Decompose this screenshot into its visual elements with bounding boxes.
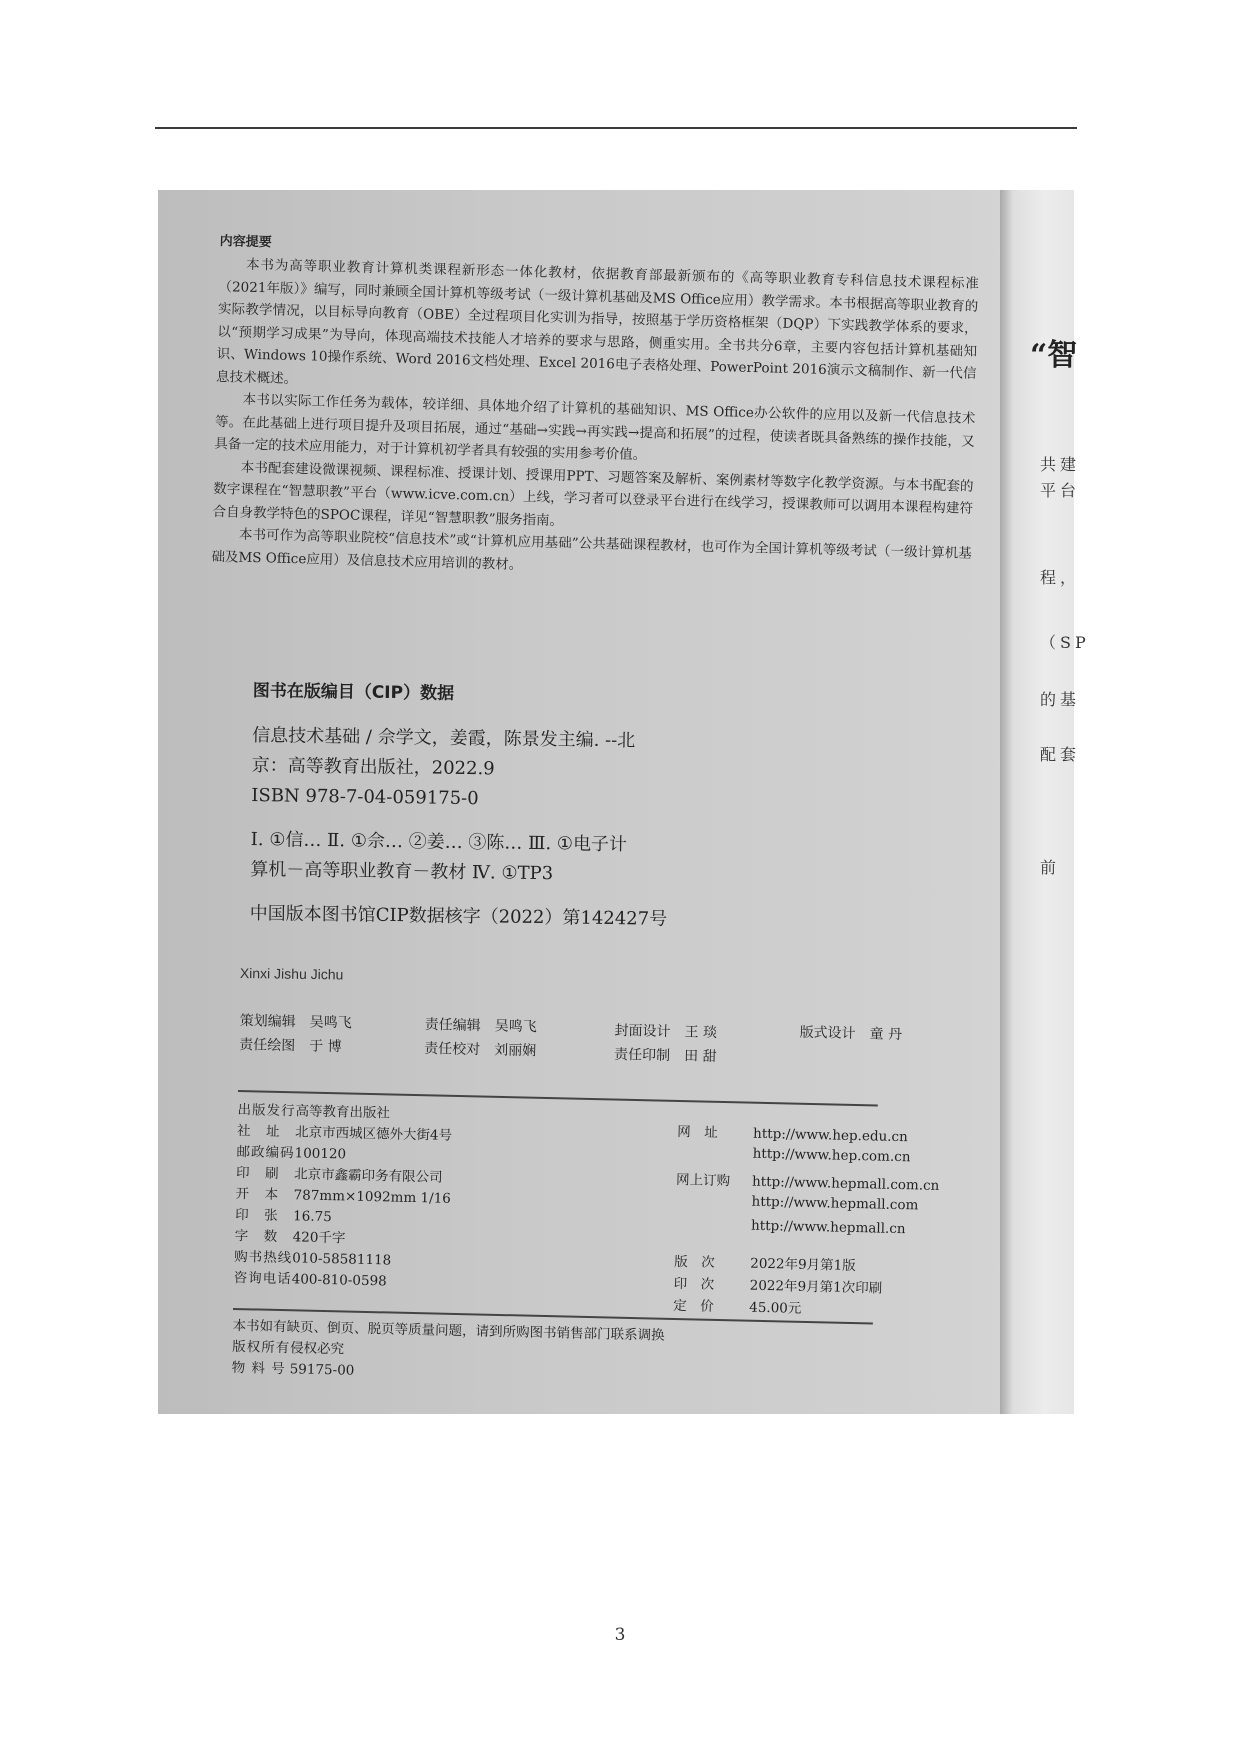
credit-cover-design: 封面设计 王 琰 — [614, 1022, 718, 1041]
credit-printing: 责任印制 田 甜 — [613, 1046, 717, 1065]
pub-hotline: 购书热线010-58581118 — [234, 1248, 392, 1269]
pub-publisher: 出版发行高等教育出版社 — [237, 1101, 391, 1122]
credit-planning-editor: 策划编辑 吴鸣飞 — [239, 1012, 352, 1032]
pub-order-2: http://www.hepmall.com — [751, 1193, 919, 1214]
adjacent-page-mark: “智 — [1030, 338, 1078, 373]
pub-postcode: 邮政编码100120 — [236, 1143, 347, 1163]
cip-number: 中国版本图书馆CIP数据核字（2022）第142427号 — [249, 902, 668, 930]
adjacent-page-line-6: 配套 — [1040, 745, 1081, 764]
pub-website-2: http://www.hep.com.cn — [752, 1145, 911, 1166]
adjacent-page-line-5: 的基 — [1040, 690, 1081, 709]
cip-isbn: ISBN 978-7-04-059175-0 — [251, 784, 479, 810]
pub-copyright: 版权所有侵权必究 — [231, 1338, 345, 1358]
adjacent-page-line-2: 平台 — [1040, 481, 1081, 500]
adjacent-page-line-4: （SP — [1040, 633, 1090, 652]
cip-line-4: Ⅰ. ①信… Ⅱ. ①佘… ②姜… ③陈… Ⅲ. ①电子计 — [250, 828, 628, 856]
cip-title: 图书在版编目（CIP）数据 — [252, 680, 455, 704]
abstract-paragraph-2: 本书以实际工作任务为载体，较详细、具体地介绍了计算机的基础知识、MS Office办公软件的应用以及新一代信息技术等。在此基础上进行项目提升及项目拓展，通过“基础→实践→再实践→提高和拓展”的过程，使读者既具备熟练的操作技能，又具备一定的技术应用能力，对于计算机初学者具有较强的实用参考价值。 — [214, 391, 976, 464]
pub-notice: 本书如有缺页、倒页、脱页等质量问题，请到所购图书销售部门联系调换 — [232, 1317, 665, 1344]
abstract-label: 内容提要 — [219, 233, 272, 251]
credit-layout-design: 版式设计 童 丹 — [799, 1024, 903, 1043]
page-number: 3 — [614, 1625, 626, 1645]
pub-words: 字 数 420千字 — [234, 1227, 346, 1247]
cip-section — [249, 676, 812, 937]
pub-address: 社 址 北京市西城区德外大街4号 — [236, 1122, 453, 1144]
pub-order-3: http://www.hepmall.cn — [750, 1217, 906, 1238]
abstract-section — [211, 230, 980, 588]
header-rule — [155, 127, 1077, 129]
credit-illustration: 责任绘图 于 博 — [239, 1036, 342, 1056]
publication-section — [231, 1090, 940, 1379]
pub-price: 定 价 45.00元 — [673, 1297, 802, 1317]
adjacent-page-edge — [1000, 190, 1090, 1414]
pub-impression: 印 次 2022年9月第1次印刷 — [673, 1275, 883, 1297]
cip-line-2: 京：高等教育出版社，2022.9 — [251, 754, 495, 780]
pub-order: 网上订购 http://www.hepmall.com.cn — [675, 1171, 940, 1194]
cip-line-1: 信息技术基础 / 佘学文，姜霞，陈景发主编. --北 — [252, 724, 636, 752]
pub-printer: 印 刷 北京市鑫霸印务有限公司 — [235, 1164, 443, 1186]
pub-format: 开 本 787mm×1092mm 1/16 — [235, 1185, 452, 1207]
pub-sheets: 印 张 16.75 — [234, 1206, 332, 1226]
adjacent-page-line-3: 程， — [1040, 568, 1081, 587]
pub-edition: 版 次 2022年9月第1版 — [674, 1253, 856, 1275]
pinyin-title: Xinxi Jishu Jichu — [239, 965, 344, 983]
abstract-paragraph-1: 本书为高等职业教育计算机类课程新形态一体化教材，依据教育部最新颁布的《高等职业教育专科信息技术课程标准（2021年版）》编写，同时兼顾全国计算机等级考试（一级计算机基础及MS Office应用）教学需求。本书根据高等职业教育的实际教学情况，以目标导向教育（OBE）全过程项目化实训为指导，按照基于学历资格框架（DQP）下实践教学体系的要求，以“预期学习成果”为导向，体现高端技术技能人才培养的要求与思路，侧重实用。全书共分6章，主要内容包括计算机基础知识、Windows 10操作系统、Word 2016文档处理、Excel 2016电子表格处理、PowerPoint 2016演示文稿制作、新一代信息技术概述。 — [215, 256, 980, 387]
pub-website: 网 址 http://www.hep.edu.cn — [676, 1123, 908, 1146]
credit-responsible-editor: 责任编辑 吴鸣飞 — [424, 1016, 537, 1036]
pub-material: 物 料 号 59175-00 — [231, 1359, 355, 1379]
adjacent-page-line-1: 共建 — [1040, 455, 1081, 474]
abstract-paragraph-3: 本书配套建设微课视频、课程标准、授课计划、授课用PPT、习题答案及解析、案例素材等数字化教学资源。与本书配套的数字课程在“智慧职教”平台（www.icve.com.cn）上线，学习者可以登录平台进行在线学习，授课教师可以调用本课程构建符合自身教学特色的SPOC课程，详见“智慧职教”服务指南。 — [212, 459, 974, 529]
pub-consult: 咨询电话400-810-0598 — [233, 1269, 387, 1290]
adjacent-page-line-7: 前 — [1040, 858, 1061, 877]
abstract-paragraph-4: 本书可作为高等职业院校“信息技术”或“计算机应用基础”公共基础课程教材，也可作为全国计算机等级考试（一级计算机基础及MS Office应用）及信息技术应用培训的教材。 — [211, 526, 972, 573]
credit-proofreading: 责任校对 刘丽娴 — [424, 1040, 537, 1060]
credits-section — [239, 1010, 940, 1065]
copyright-page-photo — [158, 190, 1074, 1414]
cip-line-5: 算机－高等职业教育－教材 Ⅳ. ①TP3 — [250, 858, 554, 885]
